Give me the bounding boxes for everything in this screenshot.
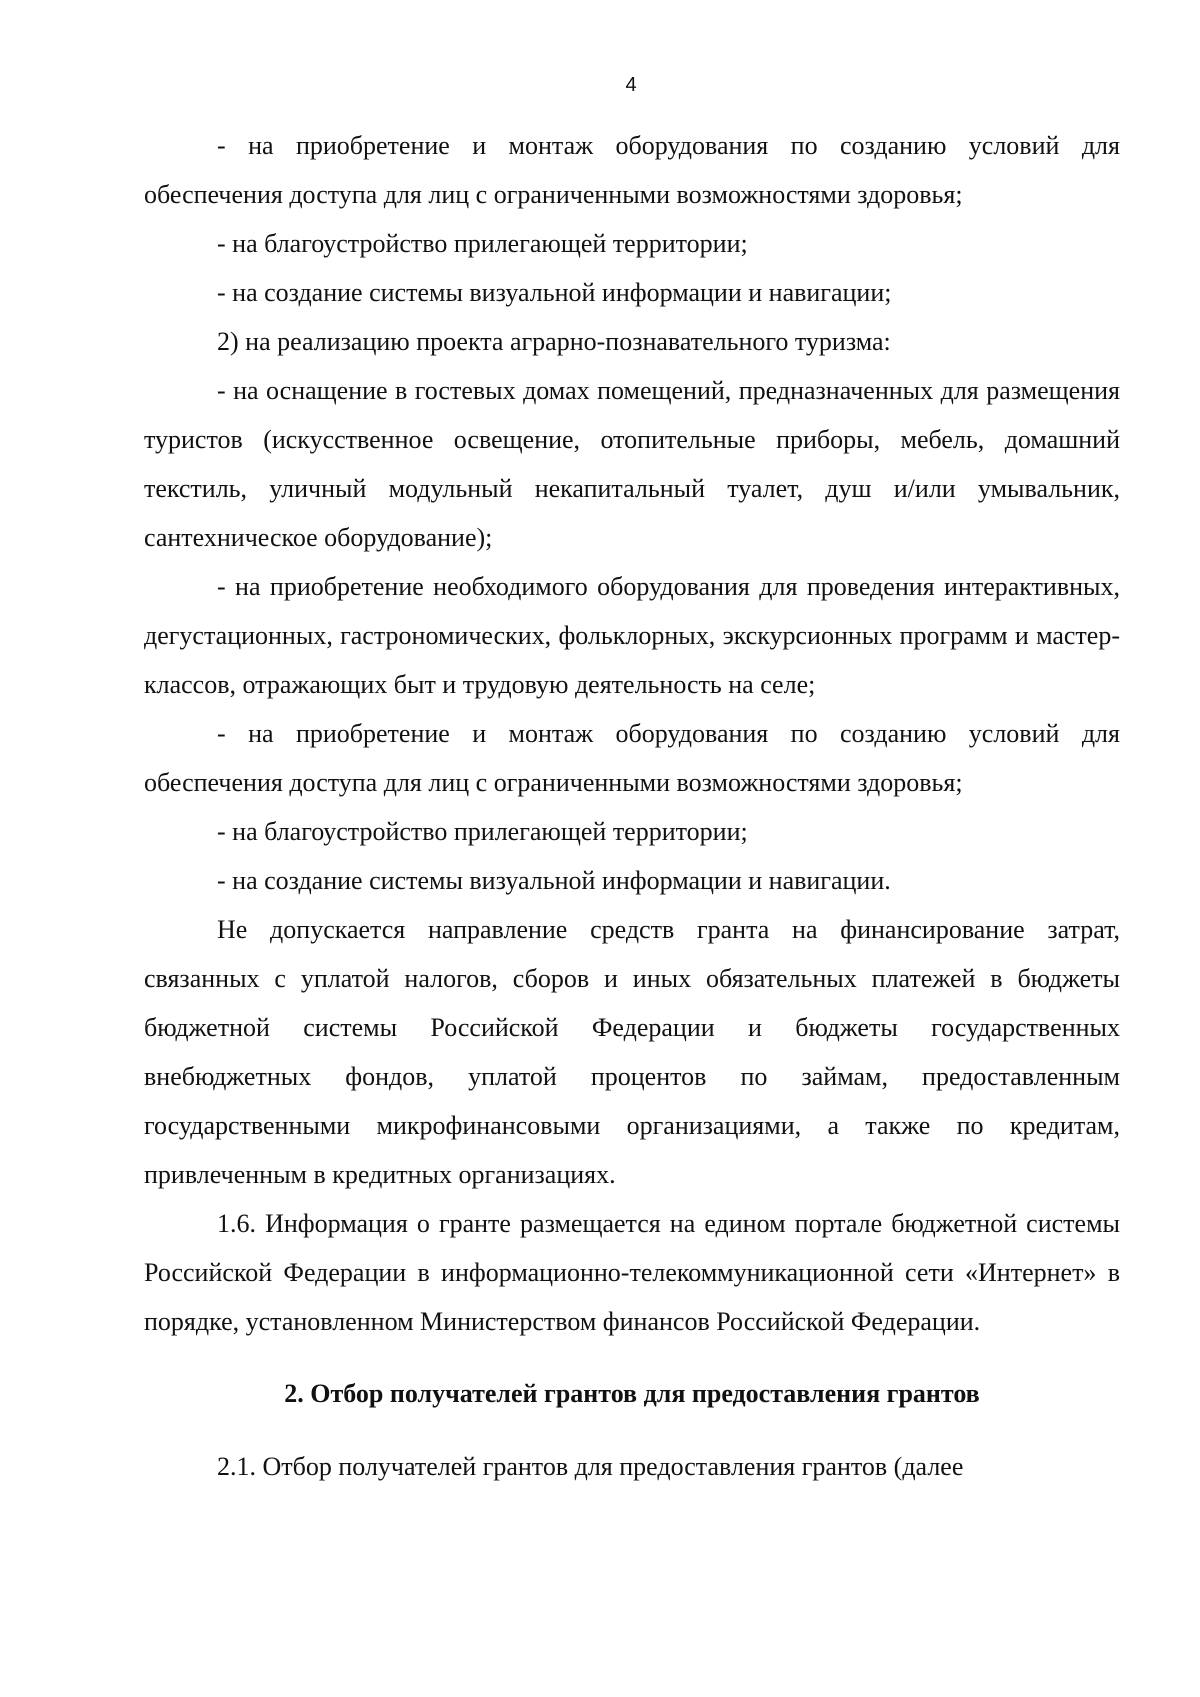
paragraph: - на приобретение и монтаж оборудования по созданию условий для обеспечения доступа для лиц с ограниченными возможностями здоровья; [144, 719, 1120, 797]
paragraph: - на создание системы визуальной информации и навигации. [217, 866, 891, 895]
paragraph: - на приобретение необходимого оборудования для проведения интерактивных, дегустационных, гастрономических, фольклорных, экскурсионных программ и мастер-классов, отражающих быт и трудовую деятельность на селе; [144, 572, 1120, 699]
document-body [144, 121, 1120, 1491]
paragraph: 1.6. Информация о гранте размещается на едином портале бюджетной системы Российской Федерации в информационно-телекоммуникационной сети «Интернет» в порядке, установленном Министерством финансов Российской Федерации. [144, 1209, 1120, 1336]
section-heading: 2. Отбор получателей грантов для предоставления грантов [284, 1379, 980, 1408]
paragraph: Не допускается направление средств гранта на финансирование затрат, связанных с уплатой налогов, сборов и иных обязательных платежей в бюджеты бюджетной системы Российской Федерации и бюджеты государственных внебюджетных фондов, уплатой процентов по займам, предоставленным государственными микрофинансовыми организациями, а также по кредитам, привлеченным в кредитных организациях. [144, 915, 1120, 1189]
paragraph: - на благоустройство прилегающей территории; [217, 817, 748, 846]
paragraph: 2) на реализацию проекта аграрно-познавательного туризма: [217, 327, 891, 356]
paragraph: - на создание системы визуальной информации и навигации; [217, 278, 892, 307]
page-number: 4 [625, 74, 637, 96]
paragraph: - на благоустройство прилегающей территории; [217, 229, 748, 258]
paragraph: - на приобретение и монтаж оборудования по созданию условий для обеспечения доступа для лиц с ограниченными возможностями здоровья; [144, 131, 1120, 209]
paragraph: - на оснащение в гостевых домах помещений, предназначенных для размещения туристов (искусственное освещение, отопительные приборы, мебель, домашний текстиль, уличный модульный некапитальный туалет, душ и/или умывальник, сантехническое оборудование); [144, 376, 1120, 552]
paragraph: 2.1. Отбор получателей грантов для предоставления грантов (далее [217, 1452, 964, 1481]
